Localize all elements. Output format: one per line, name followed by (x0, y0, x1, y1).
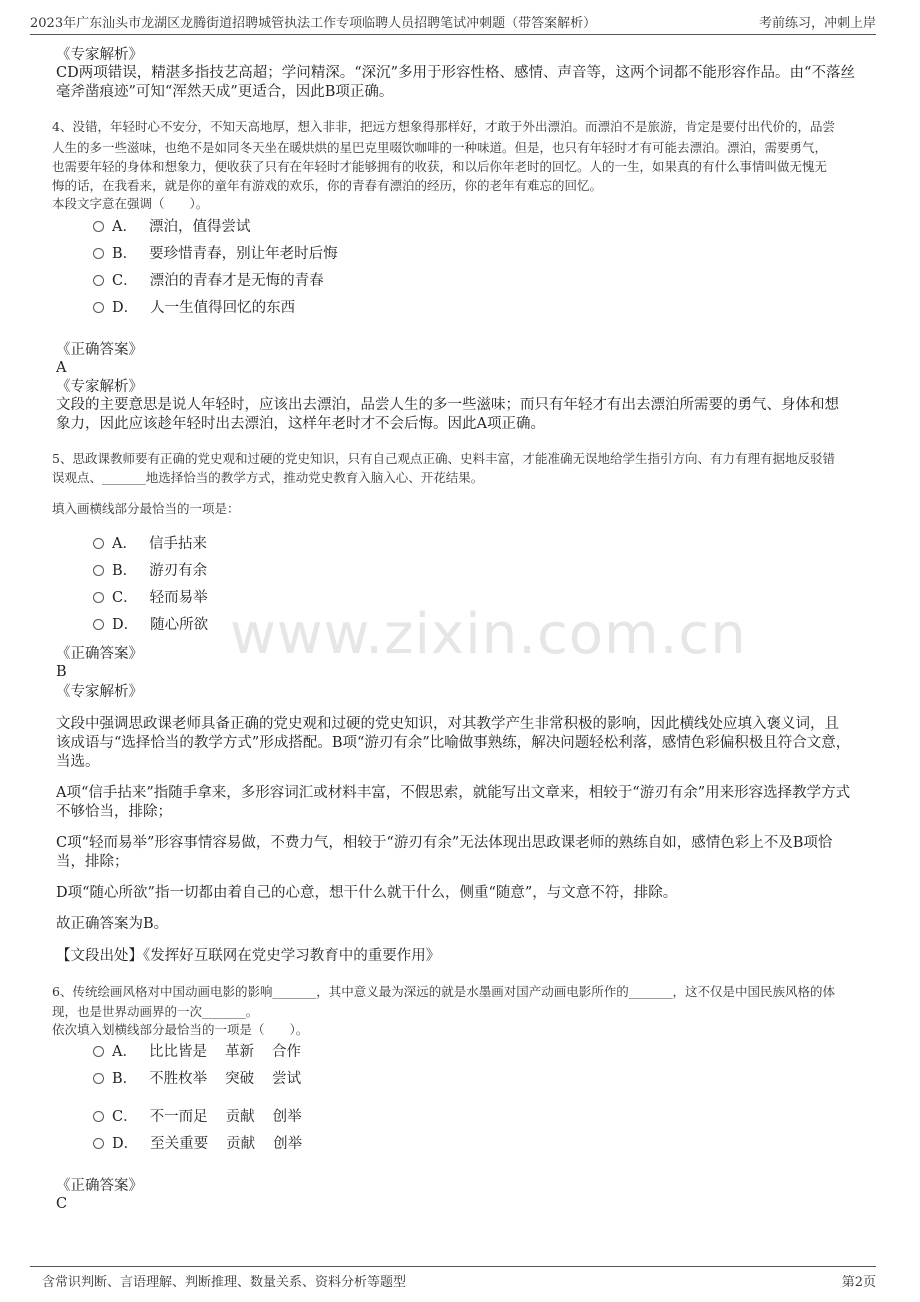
answer-label: 《正确答案》 (56, 1178, 143, 1194)
q5-analysis: D项“随心所欲”指一切都由着自己的心意，想干什么就干什么，侧重“随意”，与文意不符，排除。 (56, 885, 678, 901)
page-footer (30, 1266, 876, 1291)
answer-label: 《正确答案》 (56, 646, 143, 662)
question-6-text: 6、传统绘画风格对中国动画电影的影响_______，其中意义最为深远的就是水墨画对国产动画电影所作的_______，这不仅是中国民族风格的体 (52, 984, 835, 999)
q6-option-b[interactable]: B． 不胜枚举 突破 尝试 (93, 1069, 301, 1089)
q4-option-d[interactable]: D． 人一生值得回忆的东西 (93, 298, 295, 318)
q6-answer: C (56, 1196, 68, 1212)
q5-option-c[interactable]: C． 轻而易举 (93, 588, 208, 608)
q5-option-d[interactable]: D． 随心所欲 (93, 615, 208, 635)
analysis-label: 《专家解析》 (56, 684, 143, 700)
q6-option-d[interactable]: D． 至关重要 贡献 创举 (93, 1134, 302, 1154)
radio-icon[interactable] (93, 1073, 104, 1084)
radio-icon[interactable] (93, 592, 104, 603)
q5-analysis: 文段中强调思政课老师具备正确的党史观和过硬的党史知识，对其教学产生非常积极的影响，因此横线处应填入褒义词，且 (56, 716, 839, 732)
question-5-prompt: 填入画横线部分最恰当的一项是： (52, 501, 240, 516)
q6-option-c[interactable]: C． 不一而足 贡献 创举 (93, 1107, 302, 1127)
page-header (30, 10, 876, 35)
radio-icon[interactable] (93, 619, 104, 630)
q4-answer: A (56, 360, 67, 376)
q4-option-c[interactable]: C． 漂泊的青春才是无悔的青春 (93, 271, 324, 291)
q5-option-a[interactable]: A． 信手拈来 (93, 534, 207, 554)
radio-icon[interactable] (93, 538, 104, 549)
question-6-text: 现，也是世界动画界的一次_______。 (52, 1004, 259, 1019)
radio-icon[interactable] (93, 221, 104, 232)
q5-analysis: 当选。 (56, 754, 100, 770)
q5-analysis: 当，排除； (56, 854, 129, 870)
answer-label: 《正确答案》 (56, 342, 143, 358)
header-slogan: 考前练习，冲刺上岸 (758, 16, 876, 31)
question-4-prompt: 本段文字意在强调（ ）。 (52, 196, 209, 211)
q5-answer: B (56, 664, 67, 680)
analysis-text: 毫斧凿痕迹”可知“浑然天成”更适合，因此B项正确。 (56, 84, 394, 100)
page-number: 第2页 (841, 1275, 876, 1290)
radio-icon[interactable] (93, 1046, 104, 1057)
question-4-text: 人生的多一些滋味，也绝不是如同冬天坐在暖烘烘的星巴克里啜饮咖啡的一种味道。但是，也只有年轻时才有可能去漂泊。漂泊，需要勇气， (52, 140, 828, 155)
question-5-text: 误观点、_______地选择恰当的教学方式，推动党史教育入脑入心、开花结果。 (52, 470, 484, 485)
q5-source: 【文段出处】《发挥好互联网在党史学习教育中的重要作用》 (56, 948, 441, 964)
footer-note: 含常识判断、言语理解、判断推理、数量关系、资料分析等题型 (42, 1275, 407, 1290)
radio-icon[interactable] (93, 275, 104, 286)
q5-analysis: 该成语与“选择恰当的教学方式”形成搭配。B项“游刃有余”比喻做事熟练，解决问题轻松利落，感情色彩偏积极且符合文意， (56, 735, 851, 751)
q5-analysis: 不够恰当，排除； (56, 804, 172, 820)
q4-option-a[interactable]: A． 漂泊，值得尝试 (93, 217, 250, 237)
watermark: www.zixin.com.cn (230, 602, 747, 667)
question-4-text: 悔的话，在我看来，就是你的童年有游戏的欢乐，你的青春有漂泊的经历，你的老年有难忘的回忆。 (52, 178, 603, 193)
radio-icon[interactable] (93, 1111, 104, 1122)
analysis-text: CD两项错误，精湛多指技艺高超；学问精深。“深沉”多用于形容性格、感情、声音等，这两个词都不能形容作品。由“不落丝 (56, 65, 855, 81)
question-5-text: 5、思政课教师要有正确的党史观和过硬的党史知识，只有自己观点正确、史料丰富，才能准确无误地给学生指引方向、有力有理有据地反驳错 (52, 451, 835, 466)
radio-icon[interactable] (93, 302, 104, 313)
q4-analysis: 文段的主要意思是说人年轻时，应该出去漂泊，品尝人生的多一些滋味；而只有年轻才有出去漂泊所需要的勇气、身体和想 (56, 397, 839, 413)
question-6-prompt: 依次填入划横线部分最恰当的一项是（ ）。 (52, 1022, 309, 1037)
q5-analysis: A项“信手拈来”指随手拿来，多形容词汇或材料丰富，不假思索，就能写出文章来，相较于“游刃有余”用来形容选择教学方式 (56, 785, 851, 801)
q5-option-b[interactable]: B． 游刃有余 (93, 561, 207, 581)
q5-analysis: C项“轻而易举”形容事情容易做，不费力气，相较于“游刃有余”无法体现出思政课老师的熟练自如，感情色彩上不及B项恰 (56, 835, 833, 851)
question-4-text: 也需要年轻的身体和想象力，便收获了只有在年轻时才能够拥有的收获，和以后你年老时的回忆。人的一生，如果真的有什么事情叫做无愧无 (52, 159, 828, 174)
radio-icon[interactable] (93, 248, 104, 259)
radio-icon[interactable] (93, 1138, 104, 1149)
document-title: 2023年广东汕头市龙湖区龙腾街道招聘城管执法工作专项临聘人员招聘笔试冲刺题（带答案解析） (30, 16, 597, 31)
q4-analysis: 象力，因此应该趁年轻时出去漂泊，这样年老时才不会后悔。因此A项正确。 (56, 416, 545, 432)
q4-option-b[interactable]: B． 要珍惜青春，别让年老时后悔 (93, 244, 338, 264)
q5-conclusion: 故正确答案为B。 (56, 916, 169, 932)
radio-icon[interactable] (93, 565, 104, 576)
q6-option-a[interactable]: A． 比比皆是 革新 合作 (93, 1042, 301, 1062)
question-4-text: 4、没错，年轻时心不安分，不知天高地厚，想入非非，把远方想象得那样好，才敢于外出漂泊。而漂泊不是旅游，肯定是要付出代价的，品尝 (52, 119, 835, 134)
analysis-label: 《专家解析》 (56, 47, 143, 63)
analysis-label: 《专家解析》 (56, 379, 143, 395)
